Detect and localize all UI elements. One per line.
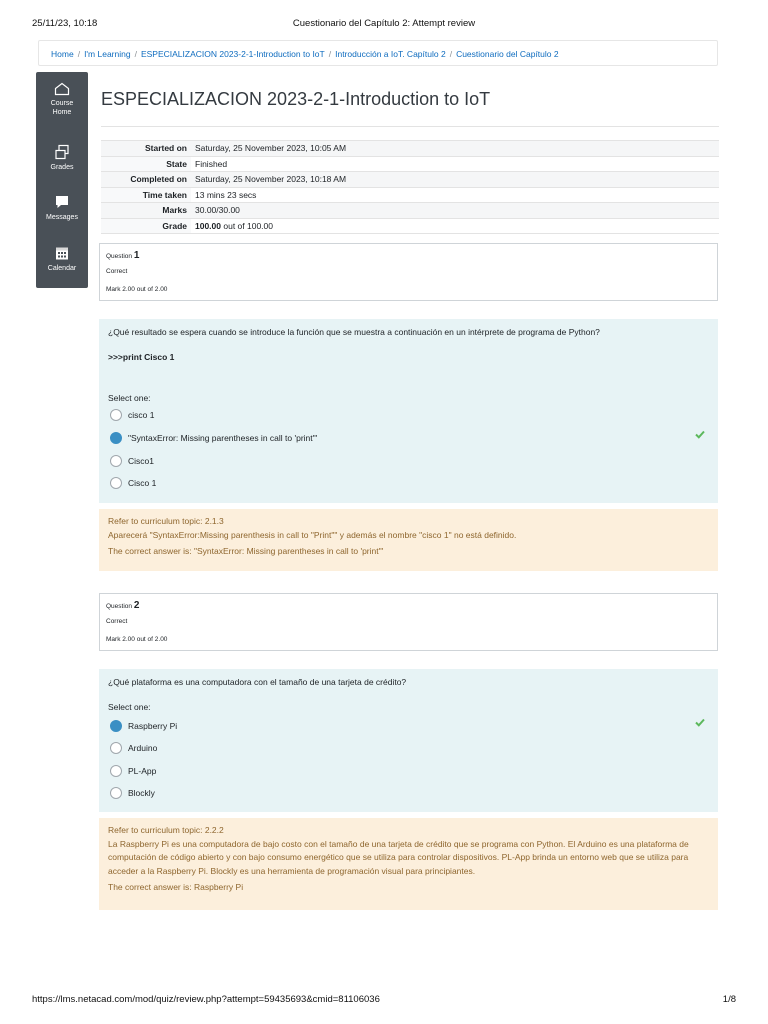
question-prefix: Question: [106, 253, 133, 260]
question-state: Correct: [106, 268, 128, 275]
summary-value: 13 mins 23 secs: [191, 187, 719, 203]
option-label: cisco 1: [128, 410, 155, 420]
answer-option-selected[interactable]: [110, 432, 610, 448]
summary-label: Started on: [101, 141, 191, 157]
option-label: Arduino: [128, 743, 158, 753]
correct-check-icon: [695, 430, 705, 439]
summary-value: Saturday, 25 November 2023, 10:18 AM: [191, 172, 719, 188]
question-1-feedback: [99, 509, 718, 571]
question-2-info: [99, 593, 718, 651]
radio-button-checked[interactable]: [110, 432, 122, 444]
answer-option[interactable]: [110, 765, 610, 781]
summary-row-grade: [101, 218, 719, 234]
summary-value: 30.00/30.00: [191, 203, 719, 219]
drawer-label-calendar: Calendar: [47, 265, 77, 272]
page-title: ESPECIALIZACION 2023-2-1-Introduction to IoT: [101, 89, 491, 109]
question-prefix: Question: [106, 603, 133, 610]
summary-label: Grade: [101, 218, 191, 234]
question-mark: Mark 2.00 out of 2.00: [106, 286, 168, 293]
print-header: [0, 0, 768, 28]
radio-button-checked[interactable]: [110, 720, 122, 732]
summary-label: State: [101, 156, 191, 172]
home-icon: [54, 82, 70, 96]
question-mark: Mark 2.00 out of 2.00: [106, 636, 168, 643]
answer-option[interactable]: [110, 787, 610, 803]
summary-row: [101, 187, 719, 203]
question-text: ¿Qué plataforma es una computadora con el tamaño de una tarjeta de crédito?: [108, 677, 407, 687]
page-number: 1/8: [722, 994, 736, 1005]
select-one-prompt: Select one:: [108, 702, 151, 712]
option-label: Cisco 1: [128, 478, 157, 488]
correct-check-icon: [695, 718, 705, 727]
breadcrumb: [38, 40, 718, 66]
message-bubble-icon: [54, 194, 70, 210]
breadcrumb-separator: /: [77, 49, 81, 59]
grades-icon: [54, 144, 70, 160]
radio-button[interactable]: [110, 787, 122, 799]
feedback-topic: Refer to curriculum topic: 2.2.2: [108, 825, 224, 835]
drawer-label-course: Course: [50, 100, 74, 107]
question-1-formulation: [99, 319, 718, 503]
correct-answer: The correct answer is: "SyntaxError: Missing parentheses in call to 'print'": [108, 546, 384, 556]
answer-option[interactable]: [110, 742, 610, 758]
feedback-text: Aparecerá "SyntaxError:Missing parenthesis in call to "Print"" y además el nombre "cisco 1" no está definido.: [108, 529, 517, 540]
summary-label: Completed on: [101, 172, 191, 188]
drawer-item-grades[interactable]: [36, 144, 88, 172]
drawer-item-calendar[interactable]: [36, 245, 88, 273]
question-text: ¿Qué resultado se espera cuando se introduce la función que se muestra a continuación en un intérprete de programa de Python?: [108, 327, 600, 337]
breadcrumb-quiz[interactable]: Cuestionario del Capítulo 2: [456, 49, 559, 59]
print-title: Cuestionario del Capítulo 2: Attempt review: [292, 18, 476, 29]
feedback-topic: Refer to curriculum topic: 2.1.3: [108, 516, 224, 526]
option-label: PL-App: [128, 766, 157, 776]
summary-row: [101, 203, 719, 219]
question-state: Correct: [106, 618, 128, 625]
grade-suffix: out of 100.00: [221, 220, 273, 231]
answer-option-selected[interactable]: [110, 720, 610, 736]
select-one-prompt: Select one:: [108, 393, 151, 403]
radio-button[interactable]: [110, 409, 122, 421]
nav-drawer: [36, 72, 88, 288]
summary-value: Saturday, 25 November 2023, 10:05 AM: [191, 141, 719, 157]
question-1-info: [99, 243, 718, 301]
radio-button[interactable]: [110, 765, 122, 777]
question-code: >>>print Cisco 1: [108, 352, 175, 362]
option-label: Cisco1: [128, 456, 154, 466]
breadcrumb-course[interactable]: ESPECIALIZACION 2023-2-1-Introduction to IoT: [140, 49, 325, 59]
summary-label: Time taken: [101, 187, 191, 203]
option-label: Blockly: [128, 788, 155, 798]
drawer-item-course-home[interactable]: [36, 82, 88, 117]
calendar-icon: [54, 245, 70, 261]
breadcrumb-chapter[interactable]: Introducción a IoT. Capítulo 2: [335, 49, 446, 59]
summary-row: [101, 141, 719, 157]
option-label: "SyntaxError: Missing parentheses in call to 'print'": [128, 433, 318, 443]
breadcrumb-separator: /: [134, 49, 137, 59]
radio-button[interactable]: [110, 455, 122, 467]
grade-score: 100.00: [195, 220, 221, 231]
summary-value: Finished: [191, 156, 719, 172]
radio-button[interactable]: [110, 742, 122, 754]
answer-option[interactable]: [110, 409, 610, 425]
attempt-summary-table: [101, 140, 719, 234]
question-number: [106, 600, 139, 611]
drawer-label-grades: Grades: [50, 164, 74, 171]
question-number: [106, 250, 139, 261]
breadcrumb-home[interactable]: Home: [51, 49, 74, 59]
drawer-label-home: Home: [52, 109, 72, 116]
page-url: https://lms.netacad.com/mod/quiz/review.php?attempt=59435693&cmid=81106036: [32, 994, 380, 1005]
correct-answer: The correct answer is: Raspberry Pi: [108, 882, 244, 892]
radio-button[interactable]: [110, 477, 122, 489]
breadcrumb-separator: /: [449, 49, 453, 59]
question-number-value: 2: [133, 600, 140, 611]
question-number-value: 1: [133, 250, 140, 261]
breadcrumb-im-learning[interactable]: I'm Learning: [84, 49, 131, 59]
summary-grade-value: [191, 218, 719, 234]
question-2-formulation: [99, 669, 718, 812]
breadcrumb-separator: /: [328, 49, 332, 59]
summary-row: [101, 172, 719, 188]
print-datetime: 25/11/23, 10:18: [32, 18, 98, 29]
option-label: Raspberry Pi: [128, 721, 178, 731]
drawer-item-messages[interactable]: [36, 194, 88, 222]
answer-option[interactable]: [110, 455, 610, 471]
answer-option[interactable]: [110, 477, 610, 493]
title-divider: [101, 126, 719, 127]
summary-label: Marks: [101, 203, 191, 219]
summary-row: [101, 156, 719, 172]
question-2-feedback: [99, 818, 718, 910]
drawer-label-messages: Messages: [46, 214, 78, 221]
feedback-text: La Raspberry Pi es una computadora de bajo costo con el tamaño de una tarjeta de crédito que se programa con Python. El Arduino es una plataforma de computación de código abierto y con bajo consumo energético que se utiliza para controlar dispositivos. PL-App brinda un entorno web que se utiliza para acceder a la Raspberry Pi. Blockly es una herramienta de programación visual para principiantes.: [108, 838, 689, 876]
